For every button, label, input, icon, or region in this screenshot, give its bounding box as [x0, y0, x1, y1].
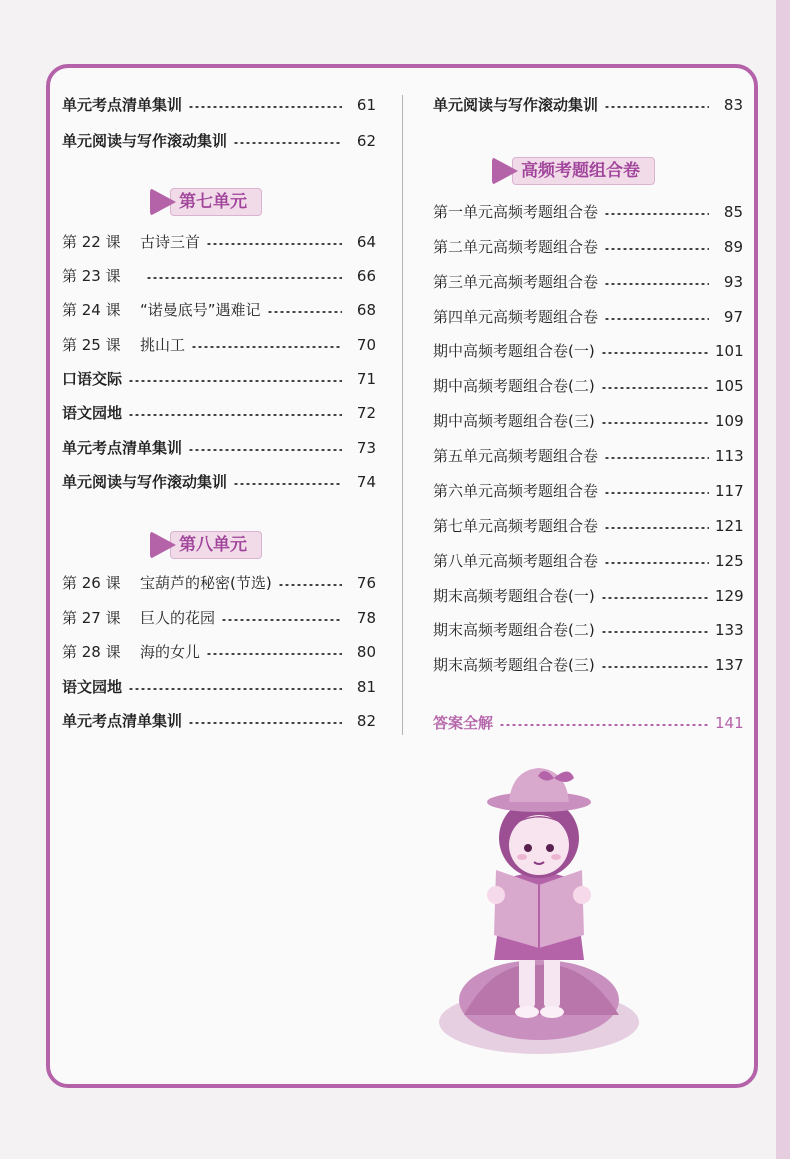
entry-page: 70: [356, 336, 376, 354]
lesson-number: 第 26 课: [62, 574, 121, 592]
dot-leader: [604, 213, 709, 215]
dot-leader: [233, 142, 342, 144]
dot-leader: [604, 457, 709, 459]
entry-page: 61: [356, 96, 376, 114]
toc-entry[interactable]: [62, 709, 376, 733]
toc-entry[interactable]: [62, 264, 376, 288]
toc-entry[interactable]: [62, 401, 376, 425]
entry-title: 期末高频考题组合卷(一): [433, 587, 595, 605]
lesson-number: 第 27 课: [62, 609, 121, 627]
unit-label-text: 第七单元: [170, 188, 262, 216]
lesson-number: 第 23 课: [62, 267, 121, 285]
toc-entry[interactable]: [62, 640, 376, 664]
dot-leader: [233, 483, 342, 485]
entry-page: 62: [356, 132, 376, 150]
entry-title: 第八单元高频考题组合卷: [433, 552, 599, 570]
column-divider: [402, 95, 403, 735]
unit-7-label: [150, 187, 262, 217]
entry-title: 第三单元高频考题组合卷: [433, 273, 599, 291]
dot-leader: [206, 243, 342, 245]
toc-entry[interactable]: [62, 470, 376, 494]
entry-page: 78: [356, 609, 376, 627]
toc-entry[interactable]: [433, 514, 743, 538]
toc-entry[interactable]: [62, 129, 376, 153]
entry-title: 单元考点清单集训: [62, 439, 183, 457]
dot-leader: [604, 248, 709, 250]
toc-entry[interactable]: [62, 675, 376, 699]
dot-leader: [128, 380, 342, 382]
dot-leader: [604, 283, 709, 285]
entry-title: 古诗三首: [140, 233, 201, 251]
entry-page: 83: [723, 96, 743, 114]
entry-page: 76: [356, 574, 376, 592]
toc-entry[interactable]: [433, 200, 743, 224]
entry-title: 语文园地: [62, 404, 123, 422]
exam-section-label: [492, 156, 655, 186]
entry-page: 68: [356, 301, 376, 319]
dot-leader: [128, 688, 342, 690]
entry-title: 语文园地: [62, 678, 123, 696]
dot-leader: [191, 346, 342, 348]
toc-entry[interactable]: [62, 571, 376, 595]
dot-leader: [146, 277, 342, 279]
dot-leader: [499, 724, 709, 726]
entry-title: 宝葫芦的秘密(节选): [140, 574, 272, 592]
dot-leader: [601, 352, 709, 354]
entry-page: 97: [723, 308, 743, 326]
toc-entry[interactable]: [433, 618, 743, 642]
entry-page: 109: [715, 412, 744, 430]
entry-page: 85: [723, 203, 743, 221]
book-spine-edge: [776, 0, 790, 1159]
toc-entry[interactable]: [62, 298, 376, 322]
entry-title: 单元阅读与写作滚动集训: [62, 473, 228, 491]
dot-leader: [604, 562, 709, 564]
entry-title: 第五单元高频考题组合卷: [433, 447, 599, 465]
toc-entry[interactable]: [62, 606, 376, 630]
entry-page: 81: [356, 678, 376, 696]
entry-title: 口语交际: [62, 370, 123, 388]
dot-leader: [128, 414, 342, 416]
dot-leader: [601, 666, 709, 668]
entry-title: “诺曼底号”遇难记: [140, 301, 261, 319]
dot-leader: [604, 106, 709, 108]
entry-title: 第六单元高频考题组合卷: [433, 482, 599, 500]
toc-entry[interactable]: [433, 409, 743, 433]
entry-title: 期中高频考题组合卷(一): [433, 342, 595, 360]
entry-title: 海的女儿: [140, 643, 201, 661]
toc-entry[interactable]: [433, 339, 743, 363]
entry-page: 73: [356, 439, 376, 457]
dot-leader: [601, 387, 709, 389]
toc-entry[interactable]: [62, 93, 376, 117]
toc-entry[interactable]: [433, 374, 743, 398]
toc-entry-answers[interactable]: [433, 711, 743, 735]
toc-entry[interactable]: [433, 653, 743, 677]
toc-entry[interactable]: [62, 367, 376, 391]
unit-8-label: [150, 530, 262, 560]
entry-page: 117: [715, 482, 744, 500]
entry-title: 巨人的花园: [140, 609, 216, 627]
entry-title: 第一单元高频考题组合卷: [433, 203, 599, 221]
entry-title: 第二单元高频考题组合卷: [433, 238, 599, 256]
entry-title: 单元阅读与写作滚动集训: [62, 132, 228, 150]
dot-leader: [601, 631, 709, 633]
dot-leader: [221, 619, 342, 621]
entry-page: 125: [715, 552, 744, 570]
dot-leader: [188, 449, 342, 451]
dot-leader: [604, 492, 709, 494]
entry-page: 74: [356, 473, 376, 491]
entry-page: 71: [356, 370, 376, 388]
toc-entry[interactable]: [433, 549, 743, 573]
entry-title: 单元阅读与写作滚动集训: [433, 96, 599, 114]
dot-leader: [206, 653, 342, 655]
entry-title: 期末高频考题组合卷(二): [433, 621, 595, 639]
entry-title: 单元考点清单集训: [62, 712, 183, 730]
entry-title: 期中高频考题组合卷(三): [433, 412, 595, 430]
unit-label-text: 高频考题组合卷: [512, 157, 655, 185]
toc-entry[interactable]: [62, 436, 376, 460]
lesson-number: 第 25 课: [62, 336, 121, 354]
entry-title: 期末高频考题组合卷(三): [433, 656, 595, 674]
dot-leader: [601, 597, 709, 599]
entry-page: 129: [715, 587, 744, 605]
dot-leader: [188, 106, 342, 108]
entry-page: 137: [715, 656, 744, 674]
entry-page: 89: [723, 238, 743, 256]
lesson-number: 第 22 课: [62, 233, 121, 251]
lesson-number: 第 28 课: [62, 643, 121, 661]
entry-page: 93: [723, 273, 743, 291]
entry-title: 第四单元高频考题组合卷: [433, 308, 599, 326]
unit-label-text: 第八单元: [170, 531, 262, 559]
entry-title: 答案全解: [433, 714, 494, 732]
entry-title: 期中高频考题组合卷(二): [433, 377, 595, 395]
entry-page: 105: [715, 377, 744, 395]
toc-entry[interactable]: [433, 305, 743, 329]
entry-page: 101: [715, 342, 744, 360]
entry-page: 121: [715, 517, 744, 535]
entry-page: 141: [715, 714, 744, 732]
entry-title: 挑山工: [140, 336, 186, 354]
entry-page: 66: [356, 267, 376, 285]
toc-entry[interactable]: [433, 235, 743, 259]
dot-leader: [604, 527, 709, 529]
entry-page: 80: [356, 643, 376, 661]
entry-page: 64: [356, 233, 376, 251]
entry-page: 82: [356, 712, 376, 730]
dot-leader: [604, 318, 709, 320]
entry-title: 第七单元高频考题组合卷: [433, 517, 599, 535]
girl-reading-illustration: [434, 760, 644, 1060]
toc-entry[interactable]: [433, 270, 743, 294]
entry-page: 113: [715, 447, 744, 465]
toc-entry[interactable]: [433, 584, 743, 608]
toc-entry[interactable]: [433, 444, 743, 468]
dot-leader: [278, 584, 342, 586]
toc-entry[interactable]: [433, 93, 743, 117]
entry-title: 单元考点清单集训: [62, 96, 183, 114]
dot-leader: [188, 722, 342, 724]
toc-entry[interactable]: [433, 479, 743, 503]
dot-leader: [601, 422, 709, 424]
lesson-number: 第 24 课: [62, 301, 121, 319]
toc-entry[interactable]: [62, 230, 376, 254]
toc-entry[interactable]: [62, 333, 376, 357]
entry-page: 133: [715, 621, 744, 639]
dot-leader: [267, 311, 342, 313]
entry-page: 72: [356, 404, 376, 422]
